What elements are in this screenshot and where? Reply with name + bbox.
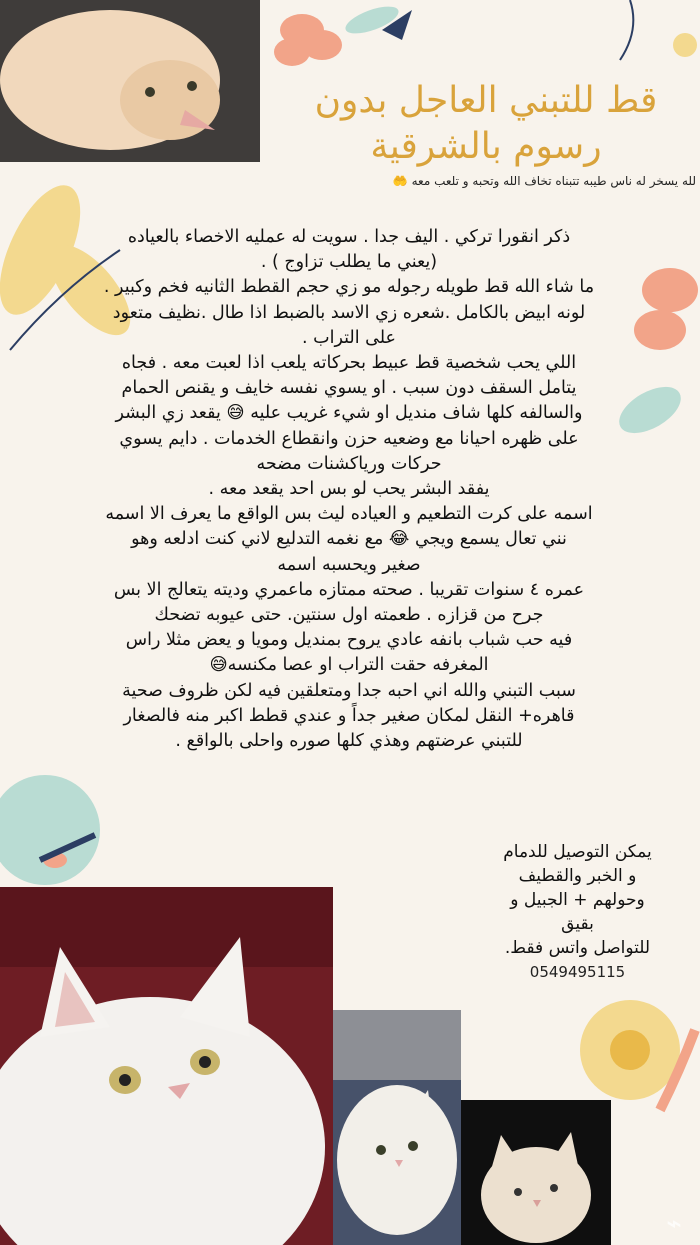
body-line: والسالفه كلها شاف منديل او شيء غريب عليه 😅 يقعد زي البشر <box>115 403 583 424</box>
contact-info <box>455 840 700 984</box>
body-line: (يعني ما يطلب تزاوج ) . <box>260 252 438 273</box>
subtitle: لله يسخر له ناس طيبه تتبناه تخاف الله وتحبه و تلعب معه 🤲 <box>392 174 696 188</box>
contact-line: يمكن التوصيل للدمام <box>503 842 652 862</box>
page-title: قط للتبني العاجل بدون رسوم بالشرقية <box>314 80 658 167</box>
body-line: ما شاء الله قط طويله رجوله مو زي حجم القطط الثانيه فخم وكبير . <box>103 277 595 298</box>
cat-photo-large <box>0 887 333 1245</box>
decor-leaf-left-bottom <box>0 760 130 890</box>
watermark-logo: ⌁ <box>666 1209 682 1239</box>
description <box>6 225 692 754</box>
body-line: اسمه على كرت التطعيم و العياده ليث بس الواقع ما يعرف الا اسمه <box>105 504 593 525</box>
body-line: للتبني عرضتهم وهذي كلها صوره واحلى بالواقع . <box>175 731 523 752</box>
contact-line: وحولهم + الجبيل و <box>510 890 645 910</box>
body-line: جرح من قزازه . طعمته اول سنتين. حتى عيوبه تضحك <box>154 605 544 626</box>
contact-line: للتواصل واتس فقط. <box>504 938 651 958</box>
body-line: سبب التبني والله اني احبه جدا ومتعلقين فيه لكن ظروف صحية <box>122 680 576 701</box>
body-line: لونه ابيض بالكامل .شعره زي الاسد بالضبط اذا طال .نظيف متعود <box>112 302 586 323</box>
body-line: عمره ٤ سنوات تقريبا . صحته ممتازه ماعمري وديته يتعالج الا بس <box>113 579 585 600</box>
body-line: نني تعال يسمع ويجي 😂 مع نغمه التدليع لاني كنت ادلعه وهو <box>131 529 567 550</box>
cat-photo-top-left <box>0 0 260 162</box>
cat-photo-small-middle <box>333 1010 461 1245</box>
decor-flower-top <box>262 0 422 80</box>
body-line: اللي يحب شخصية قط عبيط بحركاته يلعب اذا لعبت معه . فجاه <box>121 353 577 374</box>
body-line: صغير ويحسبه اسمه <box>277 554 421 575</box>
body-line: قاهره+ النقل لمكان صغير جداً و عندي قطط اكبر منه فالصغار <box>123 705 575 726</box>
body-line: فيه حب شباب بانفه عادي يروح بمنديل ومويا و يعض مثلا راس <box>125 630 573 651</box>
body-line: يتامل السقف دون سبب . او يسوي نفسه خايف و يقنص الحمام <box>121 378 577 399</box>
phone-number[interactable]: 0549495115 <box>529 963 626 981</box>
cat-photo-small-right <box>461 1100 611 1245</box>
body-line: حركات ورياكشنات مضحه <box>256 453 442 474</box>
body-line: المغرفه حقت التراب او عصا مكنسه😅 <box>209 655 489 676</box>
body-line: على التراب . <box>302 327 396 348</box>
body-line: ذكر انقورا تركي . اليف جدا . سويت له عمليه الاخصاء بالعياده <box>127 227 571 247</box>
body-line: يفقد البشر يحب لو بس احد يقعد معه . <box>208 479 490 500</box>
body-line: على ظهره احيانا مع وضعيه حزن وانقطاع الخدمات . دايم يسوي <box>119 428 579 449</box>
contact-line: بقيق <box>561 914 594 934</box>
decor-flower-top-right <box>610 0 700 70</box>
contact-line: و الخبر والقطيف <box>518 866 637 886</box>
